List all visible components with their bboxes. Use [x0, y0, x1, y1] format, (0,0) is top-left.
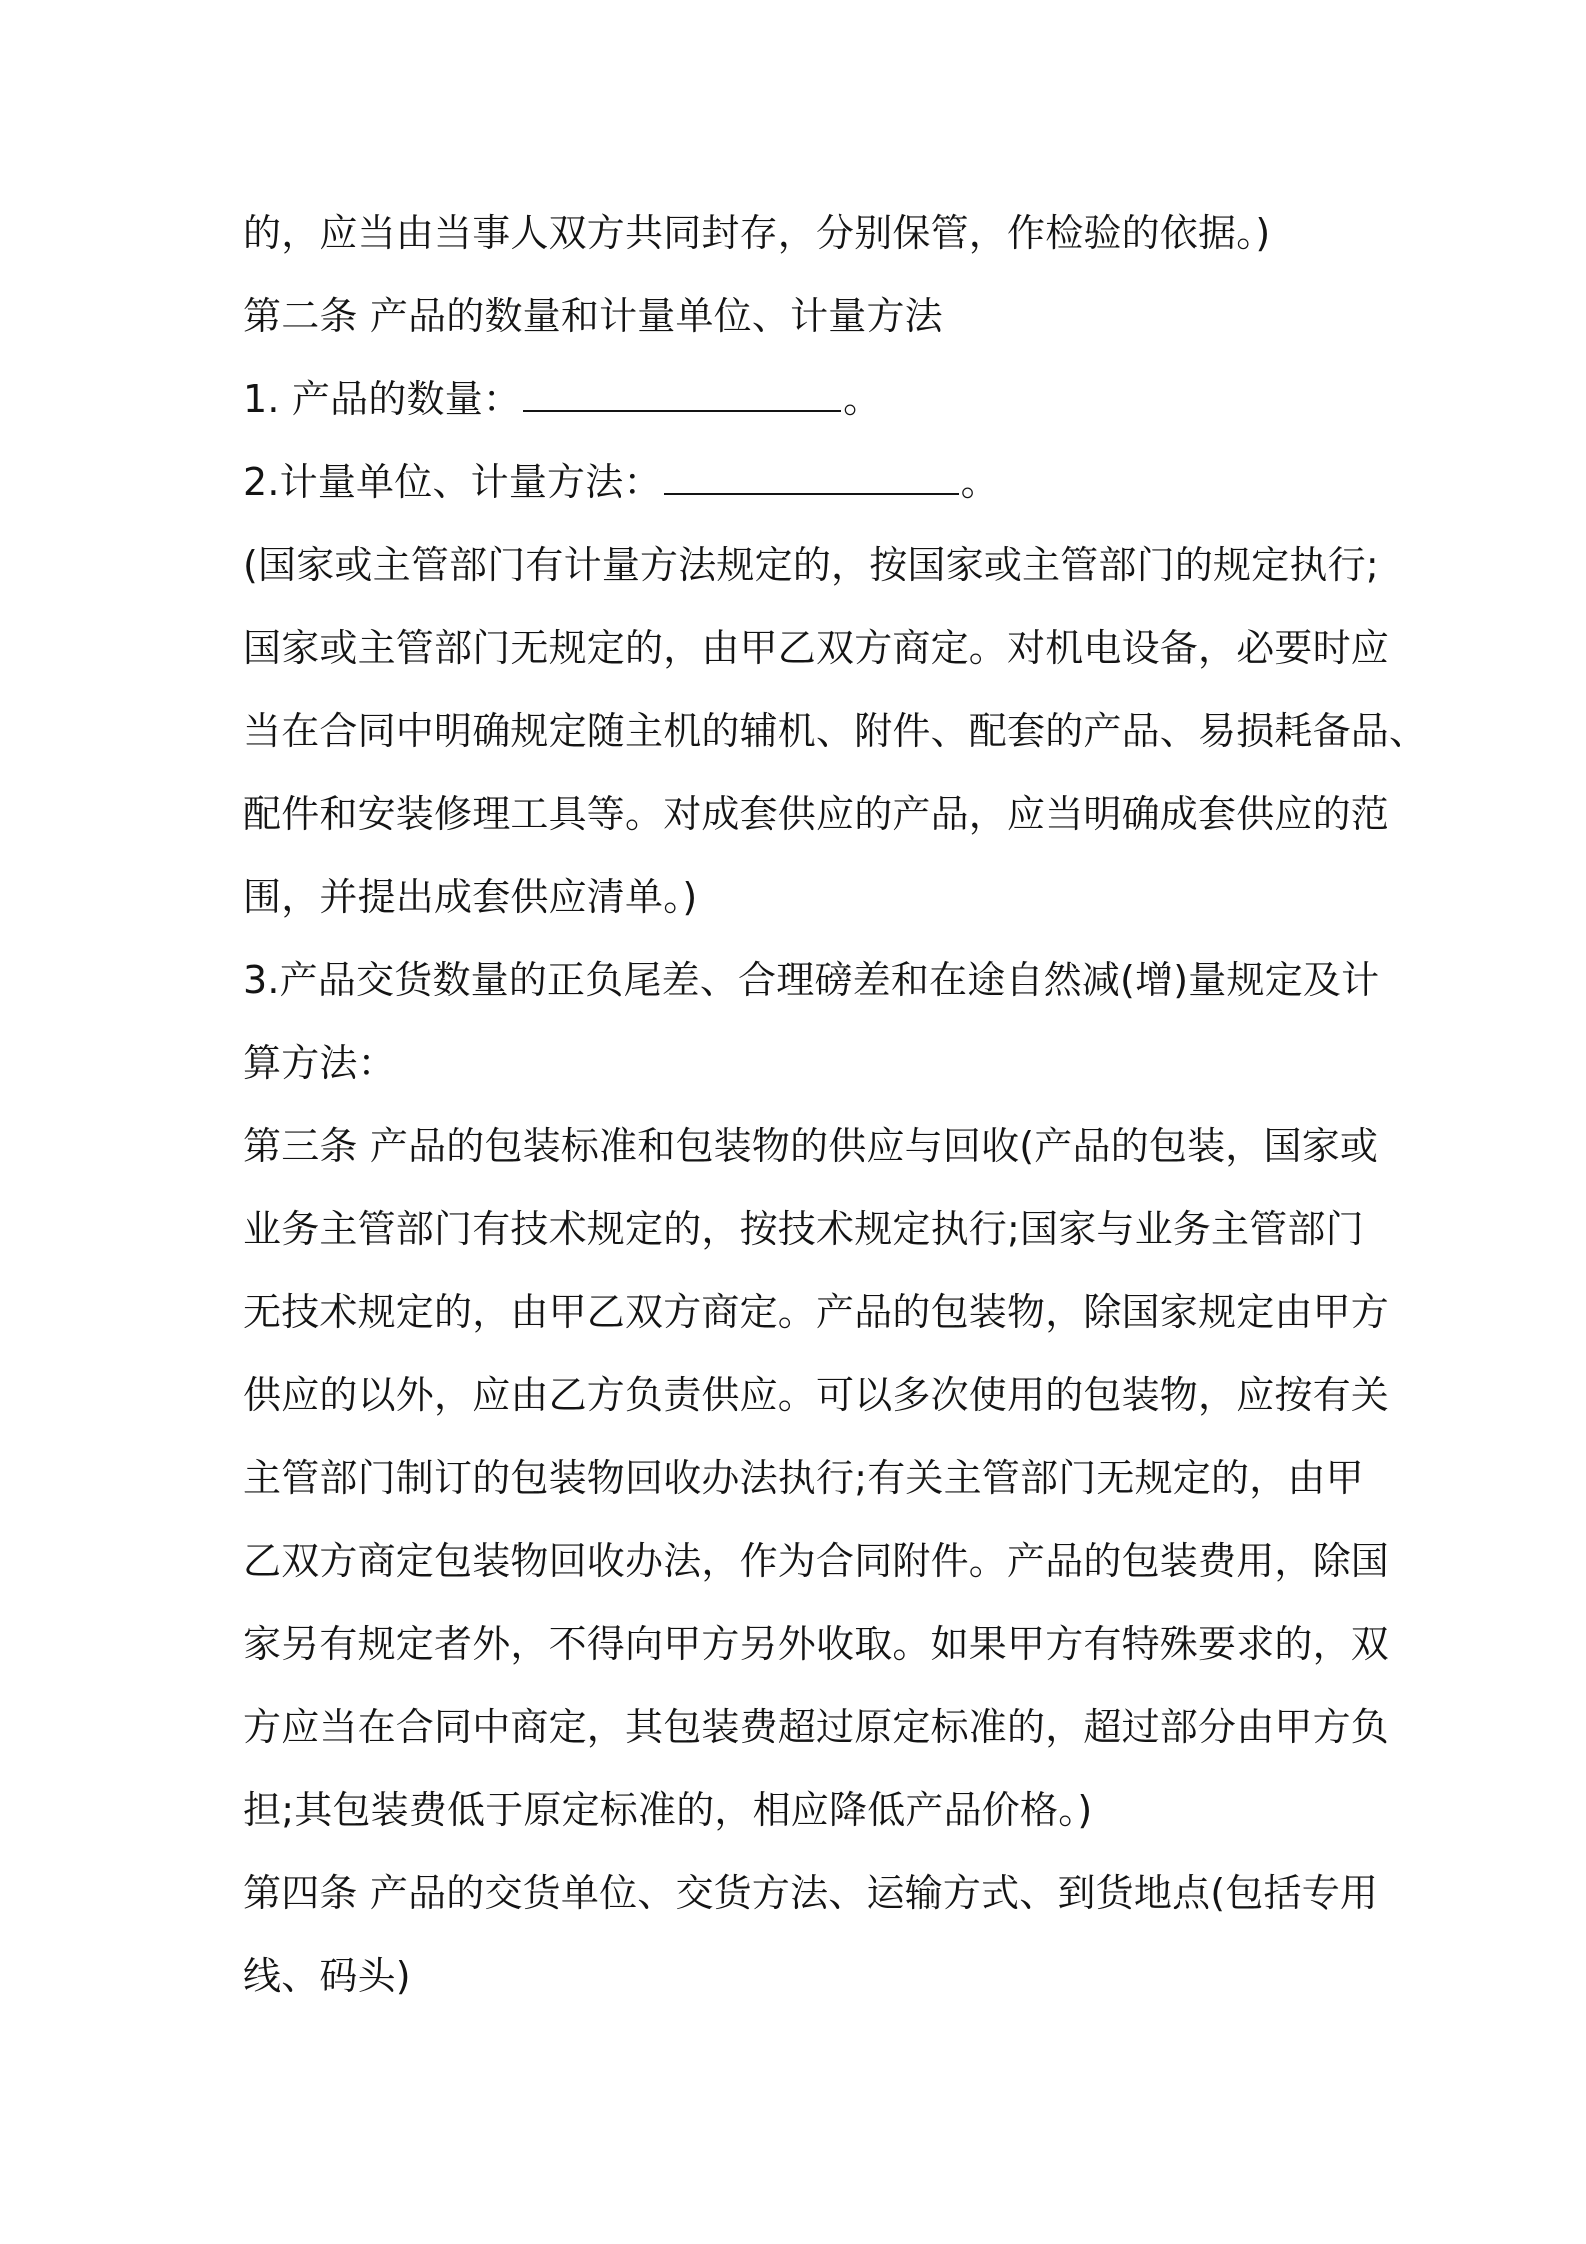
text-line: 方应当在合同中商定，其包装费超过原定标准的，超过部分由甲方负	[243, 1705, 1390, 1749]
article-2-heading: 第二条 产品的数量和计量单位、计量方法	[243, 294, 943, 338]
article-4-heading: 第四条 产品的交货单位、交货方法、运输方式、到货地点(包括专用	[243, 1871, 1379, 1915]
text-line: 国家或主管部门无规定的，由甲乙双方商定。对机电设备，必要时应	[243, 626, 1390, 670]
unit-method-suffix: 。	[960, 460, 999, 504]
text-line: 算方法：	[243, 1041, 396, 1085]
text-line: 乙双方商定包装物回收办法，作为合同附件。产品的包装费用，除国	[243, 1539, 1390, 1583]
text-line: 的，应当由当事人双方共同封存，分别保管，作检验的依据。)	[243, 211, 1271, 255]
unit-method-blank-field[interactable]	[664, 463, 959, 495]
text-line: 业务主管部门有技术规定的，按技术规定执行;国家与业务主管部门	[243, 1207, 1364, 1251]
text-line: (国家或主管部门有计量方法规定的，按国家或主管部门的规定执行;	[243, 543, 1379, 587]
text-line: 家另有规定者外，不得向甲方另外收取。如果甲方有特殊要求的，双	[243, 1622, 1390, 1666]
quantity-suffix: 。	[843, 377, 882, 421]
text-line: 3.产品交货数量的正负尾差、合理磅差和在途自然减(增)量规定及计	[243, 958, 1380, 1002]
quantity-label: 1. 产品的数量：	[243, 377, 522, 421]
text-line: 担;其包装费低于原定标准的，相应降低产品价格。)	[243, 1788, 1093, 1832]
text-line: 配件和安装修理工具等。对成套供应的产品，应当明确成套供应的范	[243, 792, 1390, 836]
quantity-line	[243, 358, 1358, 441]
text-line: 当在合同中明确规定随主机的辅机、附件、配套的产品、易损耗备品、	[243, 709, 1428, 753]
text-line: 无技术规定的，由甲乙双方商定。产品的包装物，除国家规定由甲方	[243, 1290, 1390, 1334]
unit-method-label: 2.计量单位、计量方法：	[243, 460, 662, 504]
article-3-heading: 第三条 产品的包装标准和包装物的供应与回收(产品的包装，国家或	[243, 1124, 1379, 1168]
quantity-blank-field[interactable]	[523, 380, 841, 412]
text-line: 线、码头)	[243, 1954, 411, 1998]
unit-method-line	[243, 441, 1358, 524]
text-line: 围，并提出成套供应清单。)	[243, 875, 698, 919]
text-line: 主管部门制订的包装物回收办法执行;有关主管部门无规定的，由甲	[243, 1456, 1364, 1500]
text-line: 供应的以外，应由乙方负责供应。可以多次使用的包装物，应按有关	[243, 1373, 1390, 1417]
contract-text-block	[243, 192, 1428, 2018]
